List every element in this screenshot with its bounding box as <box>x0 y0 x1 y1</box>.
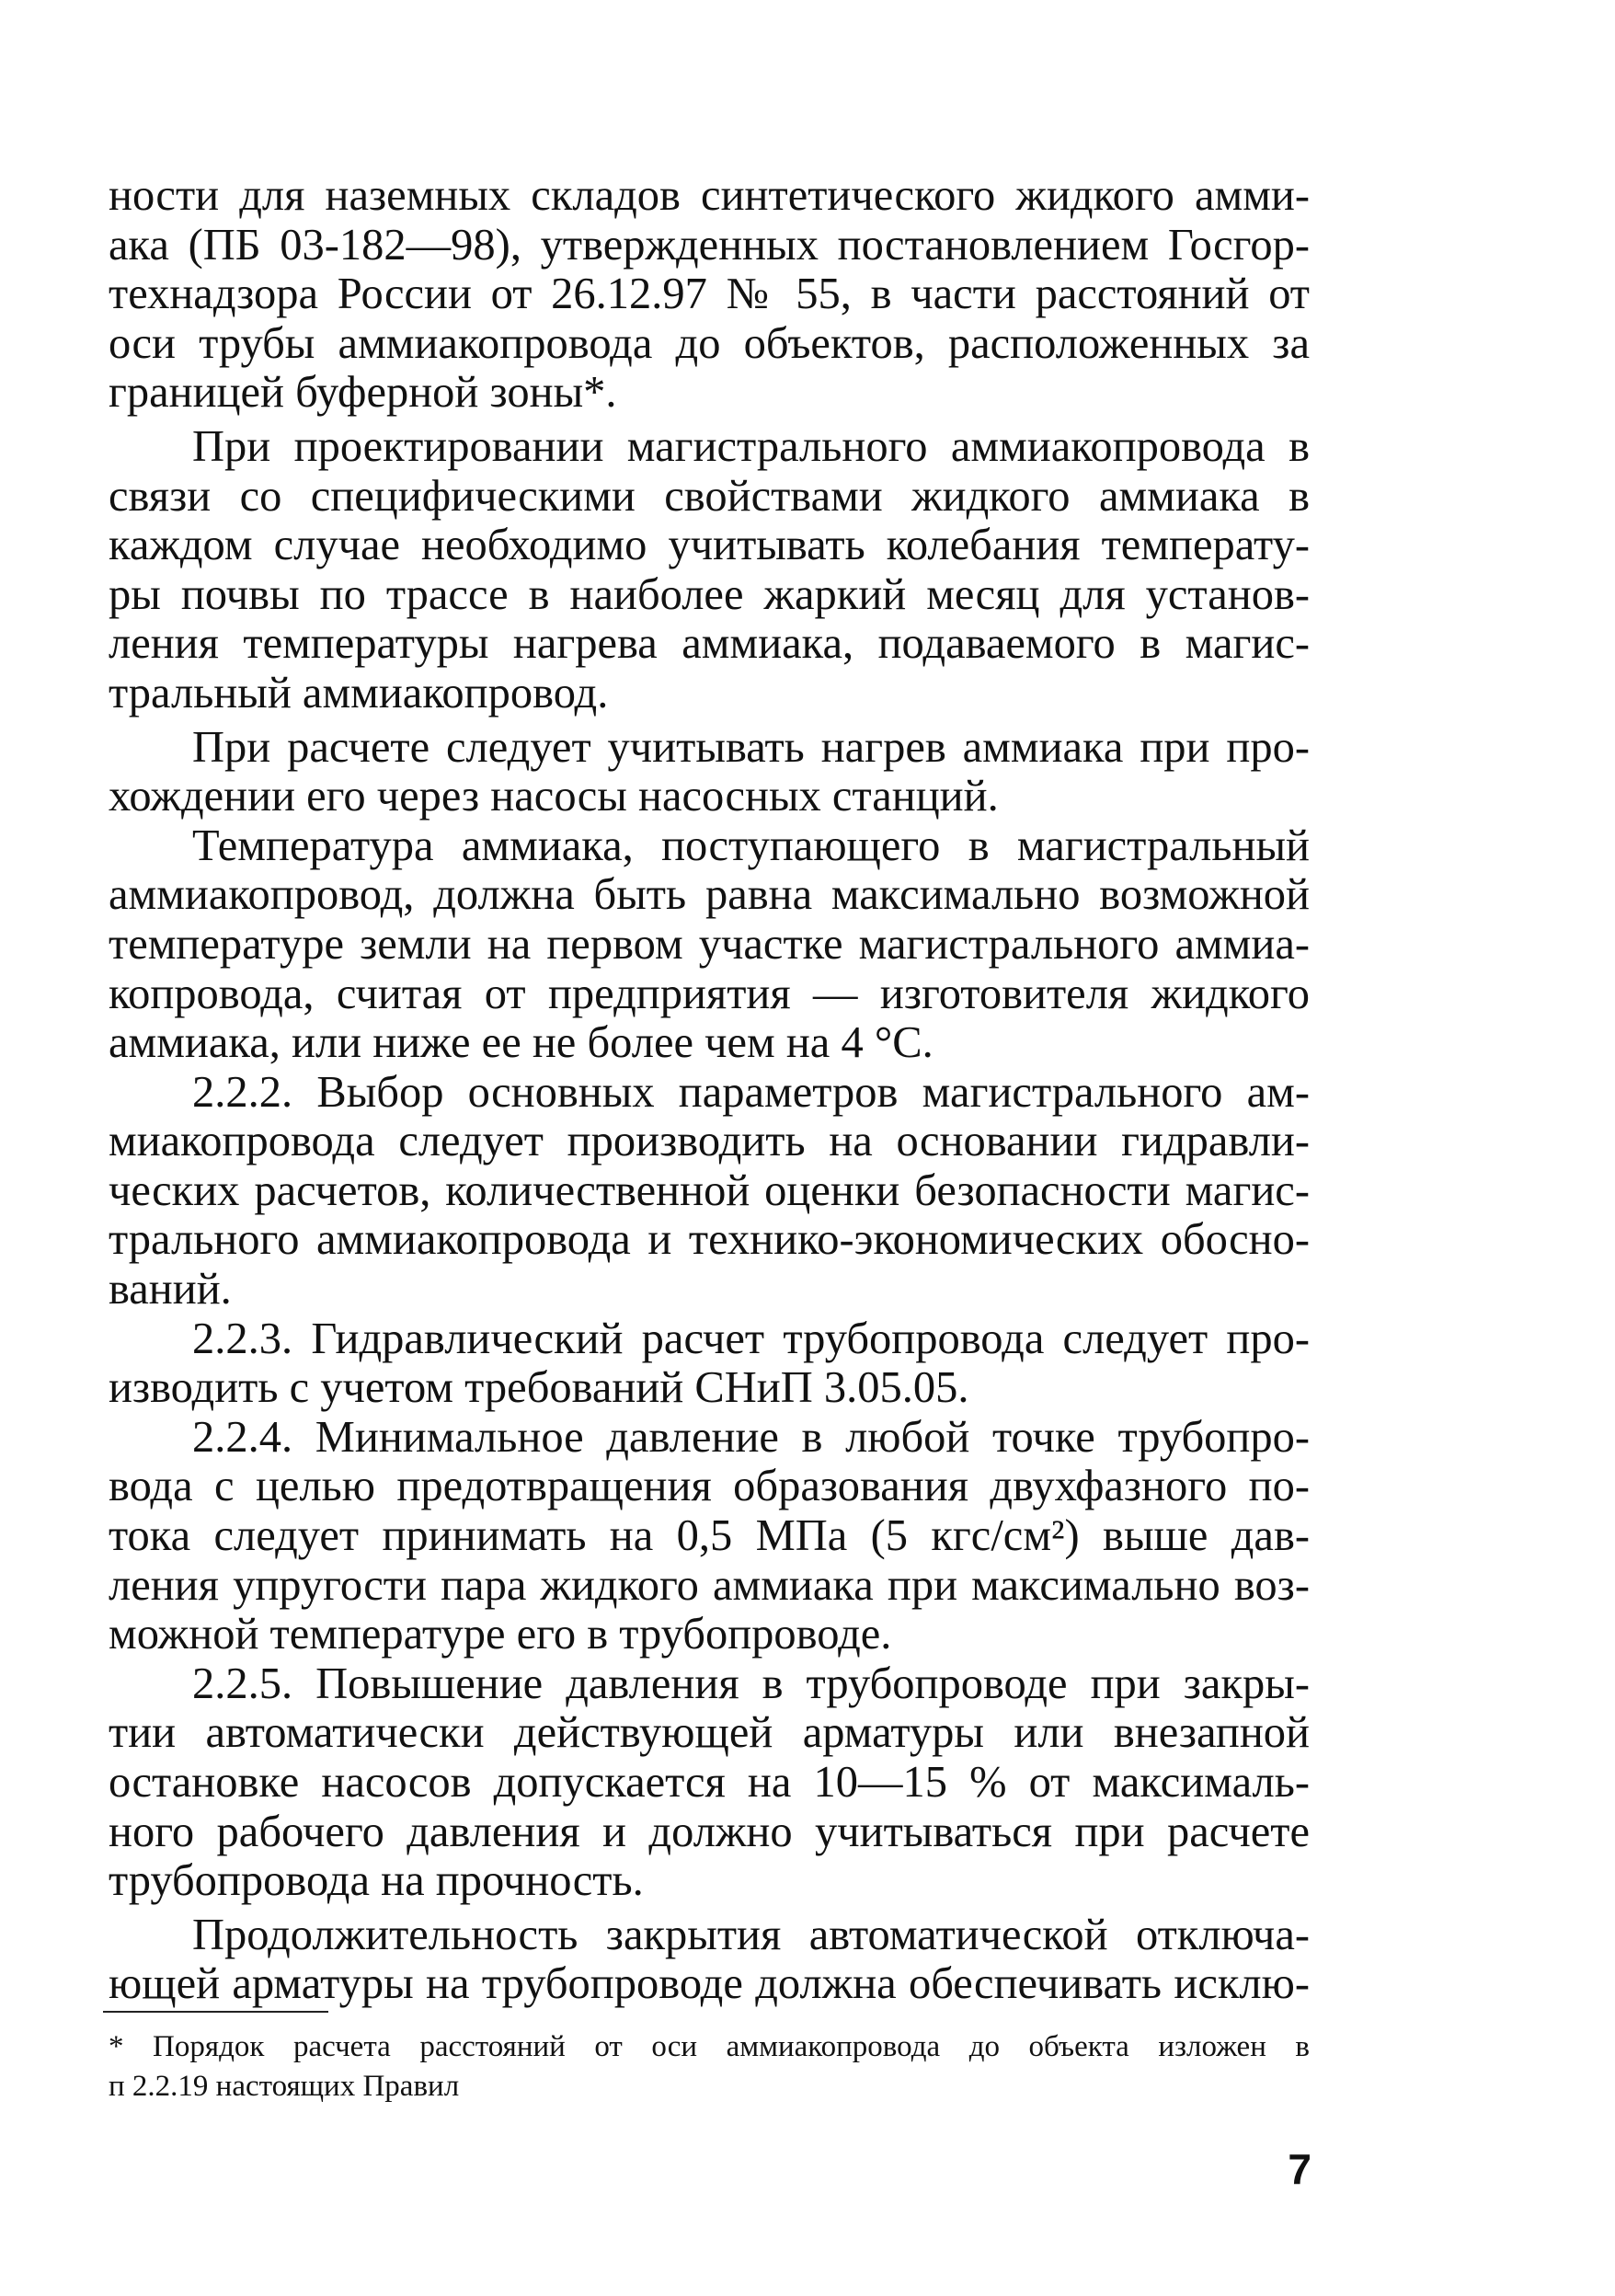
text-line: хождении его через насосы насосных станций. <box>109 772 999 821</box>
text-line: 2.2.4. Минимальное давление в любой точке трубопро- <box>192 1412 1310 1462</box>
text-line: тральный аммиакопровод. <box>109 668 609 718</box>
text-line: ры почвы по трассе в наиболее жаркий месяц для установ- <box>109 569 1310 619</box>
text-line: ческих расчетов, количественной оценки безопасности магис- <box>109 1165 1310 1215</box>
text-line: 2.2.5. Повышение давления в трубопроводе при закры- <box>192 1659 1310 1708</box>
text-line: трубопровода на прочность. <box>109 1856 644 1906</box>
text-line: Продолжительность закрытия автоматической отключа- <box>192 1910 1310 1959</box>
text-line: оси трубы аммиакопровода до объектов, расположенных за <box>109 318 1310 368</box>
text-line: технадзора России от 26.12.97 № 55, в части расстояний от <box>109 270 1310 319</box>
text-line: связи со специфическими свойствами жидкого аммиака в <box>109 471 1310 521</box>
text-line: тока следует принимать на 0,5 МПа (5 кгс/см²) выше дав- <box>109 1511 1310 1561</box>
text-line: остановке насосов допускается на 10—15 % от максималь- <box>109 1758 1310 1807</box>
text-line: ности для наземных складов синтетического жидкого амми- <box>109 171 1310 220</box>
text-line: каждом случае необходимо учитывать колебания температу- <box>109 521 1310 570</box>
text-line: тии автоматически действующей арматуры или внезапной <box>109 1708 1310 1758</box>
text-line: При расчете следует учитывать нагрев аммиака при про- <box>192 722 1310 772</box>
text-line: Температура аммиака, поступающего в магистральный <box>192 821 1310 870</box>
text-line: границей буферной зоны*. <box>109 368 617 418</box>
text-line: ления упругости пара жидкого аммиака при максимально воз- <box>109 1560 1310 1610</box>
text-line: аммиака, или ниже ее не более чем на 4 °С. <box>109 1018 933 1068</box>
text-line: ака (ПБ 03-182—98), утвержденных постановлением Госгор- <box>109 220 1310 270</box>
text-line: ющей арматуры на трубопроводе должна обеспечивать исклю- <box>109 1959 1310 2009</box>
footnote-line: п 2.2.19 настоящих Правил <box>109 2070 460 2103</box>
text-line: 2.2.2. Выбор основных параметров магистрального ам- <box>192 1067 1310 1117</box>
text-line: температуре земли на первом участке магистрального аммиа- <box>109 919 1310 969</box>
text-line: вода с целью предотвращения образования двухфазного по- <box>109 1462 1310 1511</box>
footnote-separator <box>103 2011 328 2013</box>
text-line: аммиакопровод, должна быть равна максимально возможной <box>109 870 1310 920</box>
text-line: копровода, считая от предприятия — изготовителя жидкого <box>109 969 1310 1018</box>
text-line: ваний. <box>109 1265 232 1314</box>
body-text <box>109 171 1310 2009</box>
text-line: изводить с учетом требований СНиП 3.05.05. <box>109 1363 969 1413</box>
text-line: При проектировании магистрального аммиакопровода в <box>192 421 1310 471</box>
text-line: ного рабочего давления и должно учитываться при расчете <box>109 1807 1310 1856</box>
page-number: 7 <box>1288 2145 1311 2193</box>
text-line: трального аммиакопровода и технико-экономических обосно- <box>109 1215 1310 1265</box>
text-line: 2.2.3. Гидравлический расчет трубопровода следует про- <box>192 1314 1310 1363</box>
footnote <box>109 2027 1310 2107</box>
footnote-line: * Порядок расчета расстояний от оси аммиакопровода до объекта изложен в <box>109 2030 1310 2063</box>
text-line: ления температуры нагрева аммиака, подаваемого в магис- <box>109 619 1310 669</box>
text-line: миакопровода следует производить на основании гидравли- <box>109 1117 1310 1166</box>
text-line: можной температуре его в трубопроводе. <box>109 1610 892 1659</box>
